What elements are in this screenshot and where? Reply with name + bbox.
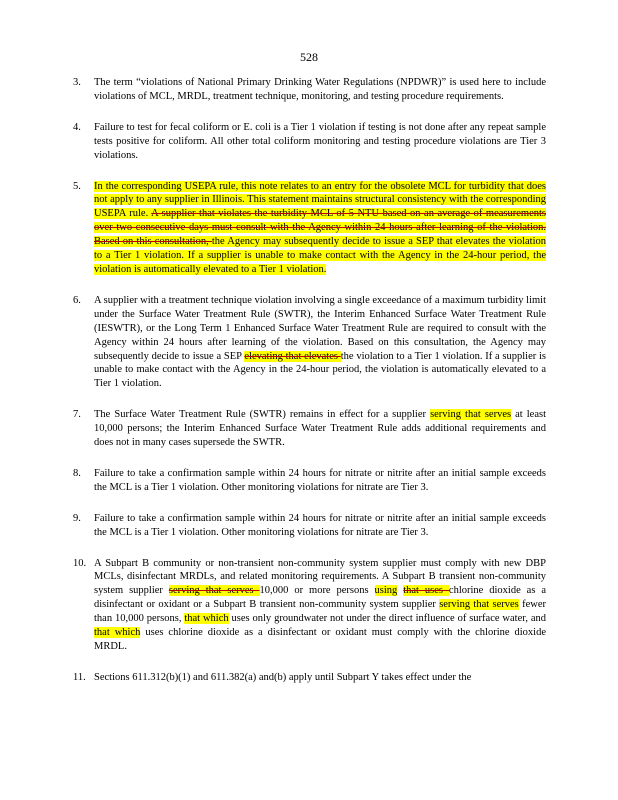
footnote-item [70,467,546,495]
text-run: Failure to take a confirmation sample within 24 hours for nitrate or nitrite after an initial sample exceeds the MCL is a Tier 1 violation. Other monitoring violations for nitrate are Tier 3. [94,467,546,493]
footnote-item [70,121,546,163]
footnote-text [94,181,546,275]
footnote-number: 6. [73,294,81,306]
text-run: Sections 611.312(b)(1) and 611.382(a) and(b) apply until Subpart Y takes effect under the [94,671,472,683]
footnote-number: 9. [73,512,81,524]
highlighted-text: In the corresponding USEPA rule, this note relates to an entry for the obsolete MCL for turbidity that does not apply to any supplier in Illinois. This statement maintains structural consistency with the corresponding USEPA rule. [94,180,546,220]
footnote-number: 11. [73,671,86,683]
footnote-number: 5. [73,180,81,192]
text-run: the violation to a Tier 1 violation. If a supplier is unable to make contact with the Agency in the 24-hour period, the violation is automatically elevated to a Tier 1 violation. [94,350,546,390]
footnote-number: 4. [73,121,81,133]
text-run: fewer than 10,000 persons, [94,599,546,625]
text-run: The Surface Water Treatment Rule (SWTR) remains in effect for a supplier [94,409,431,421]
text-run: Failure to take a confirmation sample within 24 hours for nitrate or nitrite after an initial sample exceeds the MCL is a Tier 1 violation. Other monitoring violations for nitrate are Tier 3. [94,512,546,538]
text-run: chlorine dioxide as a disinfectant or oxidant or a Subpart B transient non-community system supplier [94,585,547,611]
text-run: A Subpart B community or non-transient non-community system supplier must comply with new DBP MCLs, disinfectant MRDLs, and related monitoring requirements. A Subpart B transient non-community system supplier [94,557,546,597]
footnote-text [94,513,546,538]
footnote-item [70,76,546,104]
highlighted-text: serving that serves [439,599,519,611]
highlighted-text: serving that serves [430,409,512,421]
footnote-text [94,468,546,493]
deleted-highlighted-text: elevating that elevates [244,350,341,362]
deleted-highlighted-text: that uses [403,585,449,597]
text-run: The term “violations of National Primary Drinking Water Regulations (NPDWR)” is used here to include violations of MCL, MRDL, treatment technique, monitoring, and testing procedure requirements. [94,77,546,102]
footnote-item [70,557,546,654]
footnote-item [70,512,546,540]
footnote-number: 3. [73,77,81,88]
footnote-text [94,558,546,652]
highlighted-text: that which [94,627,141,639]
footnote-item [70,408,546,450]
page-number: 528 [300,50,318,64]
highlighted-text: using [374,585,398,597]
footnote-number: 8. [73,467,81,479]
footnote-item [70,180,546,277]
footnote-item [70,294,546,391]
footnote-item [70,671,546,685]
deleted-highlighted-text: A supplier that violates the turbidity MCL of 5 NTU based on an average of measurements over two consecutive days must consult with the Agency within 24 hours after learning of the violation. Based on this consultation, [94,208,546,248]
highlighted-text: the Agency may subsequently decide to issue a SEP that elevates the violation to a Tier 1 violation. If a supplier is unable to make contact with the Agency in the 24-hour period, the violation is automatically elevated to a Tier 1 violation. [94,236,546,275]
footnote-text [94,672,471,683]
footnote-text [94,409,546,448]
footnote-text [94,122,546,161]
footnote-number: 10. [73,557,87,569]
text-run: 10,000 or more persons [259,585,375,597]
footnote-number: 7. [73,409,81,421]
footnote-text [94,295,546,389]
text-run: Failure to test for fecal coliform or E. coli is a Tier 1 violation if testing is not done after any repeat sample tests positive for coliform. All other total coliform monitoring and testing procedure violations are Tier 3 violations. [94,121,546,161]
text-run: A supplier with a treatment technique violation involving a single exceedance of a maximum turbidity limit under the Surface Water Treatment Rule (SWTR), the Interim Enhanced Surface Water Treatment Rule (IESWTR), or the Long Term 1 Enhanced Surface Water Treatment Rule are required to consult with the Agency within 24 hours after learning of the violation. Based on this consultation, the Agency may subsequently decide to issue a SEP [94,294,546,362]
footnote-list [70,76,546,702]
text-run: at least 10,000 persons; the Interim Enhanced Surface Water Treatment Rule adds additional requirements and does not in many cases supersede the SWTR. [94,409,547,449]
highlighted-text: that which [184,613,229,625]
footnote-text [94,77,546,102]
deleted-highlighted-text: serving that serves [168,585,260,597]
text-run: uses only groundwater not under the direct influence of surface water, and [228,613,546,625]
text-run: uses chlorine dioxide as a disinfectant or oxidant must comply with the chlorine dioxide MRDL. [94,627,547,652]
